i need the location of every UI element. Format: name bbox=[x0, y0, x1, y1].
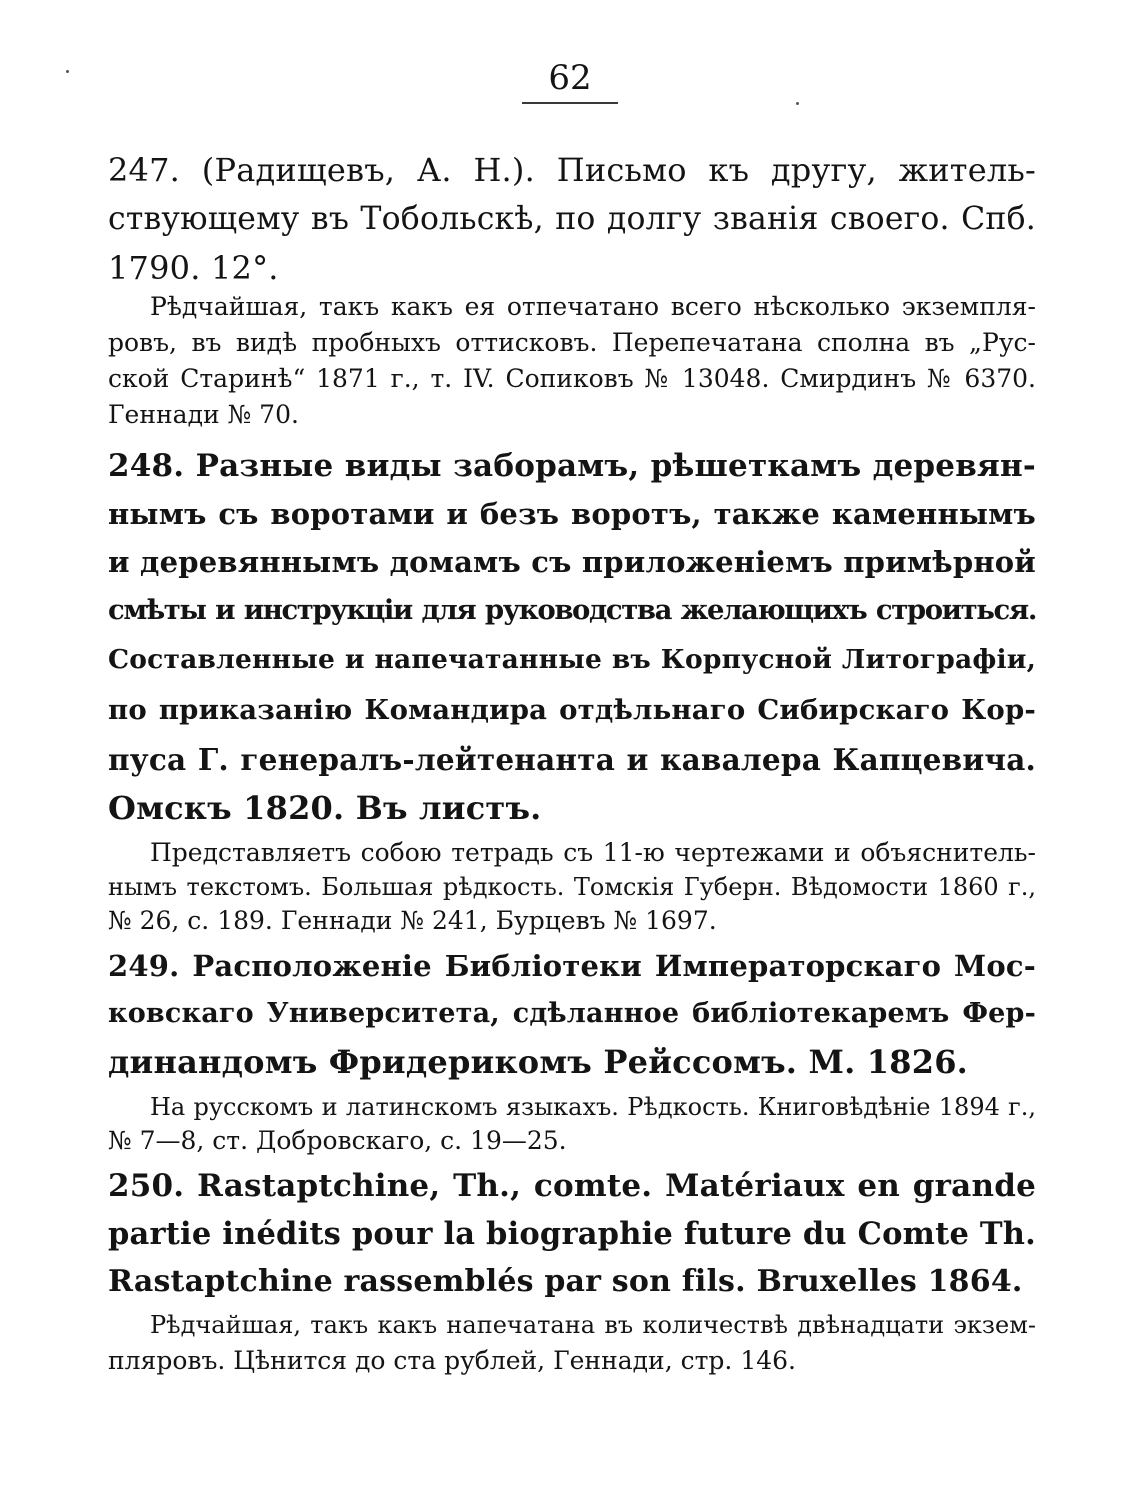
entry-title-line: Rastaptchine rassemblés par son fils. Bruxelles 1864. bbox=[108, 1264, 1023, 1299]
entry-title-line: partie inédits pour la biographie future du Comte Th. bbox=[108, 1216, 1036, 1252]
entry-title-line: 1790. 12°. bbox=[108, 249, 279, 287]
page-speck bbox=[66, 70, 69, 73]
entry-note-line: № 26, с. 189. Геннади № 241, Бурцевъ № 1697. bbox=[108, 906, 717, 935]
entry-title-line: ствующему въ Тобольскѣ, по долгу званія своего. Спб. bbox=[108, 201, 1036, 237]
entry-title-line: Омскъ 1820. Въ листъ. bbox=[108, 789, 542, 827]
page-number: 62 bbox=[548, 58, 592, 98]
entry-note-line: Геннади № 70. bbox=[108, 400, 299, 429]
entry-note-line: ской Старинѣ“ 1871 г., т. IV. Сопиковъ № 13048. Смирдинъ № 6370. bbox=[108, 364, 1036, 393]
entry-note-line: нымъ текстомъ. Большая рѣдкость. Томскія Губерн. Вѣдомости 1860 г., bbox=[108, 873, 1036, 901]
entry-title-line: динандомъ Фридерикомъ Рейссомъ. М. 1826. bbox=[108, 1043, 968, 1081]
header-rule bbox=[522, 102, 618, 104]
entry-note-line: ровъ, въ видѣ пробныхъ оттисковъ. Перепечатана сполна въ „Рус- bbox=[108, 328, 1036, 357]
entry-title-line: нымъ съ воротами и безъ воротъ, также каменнымъ bbox=[108, 497, 1036, 531]
entry-title-line: пуса Г. генералъ-лейтенанта и кавалера Капцевича. bbox=[108, 742, 1036, 777]
entry-title-line: по приказанію Командира отдѣльнаго Сибирскаго Кор- bbox=[108, 694, 1036, 726]
page-speck bbox=[796, 102, 799, 105]
entry-title-line: смѣты и инструкціи для руководства желающихъ строиться. bbox=[108, 594, 1036, 626]
entry-title-line: 247. (Радищевъ, А. Н.). Письмо къ другу, житель- bbox=[108, 151, 1036, 189]
entry-note-line: пляровъ. Цѣнится до ста рублей, Геннади, стр. 146. bbox=[108, 1346, 796, 1375]
entry-title-line: Составленные и напечатанные въ Корпусной Литографіи, bbox=[108, 644, 1036, 675]
entry-title-line: и деревяннымъ домамъ съ приложеніемъ примѣрной bbox=[108, 545, 1036, 579]
entry-title-line: 249. Расположеніе Библіотеки Императорскаго Мос- bbox=[108, 949, 1036, 983]
entry-title-line: ковскаго Университета, сдѣланное библіотекаремъ Фер- bbox=[108, 998, 1036, 1029]
entry-note-line: № 7—8, ст. Добровскаго, с. 19—25. bbox=[108, 1126, 567, 1155]
entry-title-line: 250. Rastaptchine, Th., comte. Matériaux en grande bbox=[108, 1168, 1036, 1204]
entry-note-line: На русскомъ и латинскомъ языкахъ. Рѣдкость. Книговѣдѣніе 1894 г., bbox=[150, 1093, 1036, 1121]
entry-note-line: Представляетъ собою тетрадь съ 11-ю чертежами и объяснитель- bbox=[150, 838, 1036, 867]
entry-note-line: Рѣдчайшая, такъ какъ напечатана въ количествѣ двѣнадцати экзем- bbox=[150, 1311, 1036, 1339]
entry-title-line: 248. Разные виды заборамъ, рѣшеткамъ деревян- bbox=[108, 448, 1036, 484]
entry-note-line: Рѣдчайшая, такъ какъ ея отпечатано всего нѣсколько экземпля- bbox=[150, 292, 1036, 321]
